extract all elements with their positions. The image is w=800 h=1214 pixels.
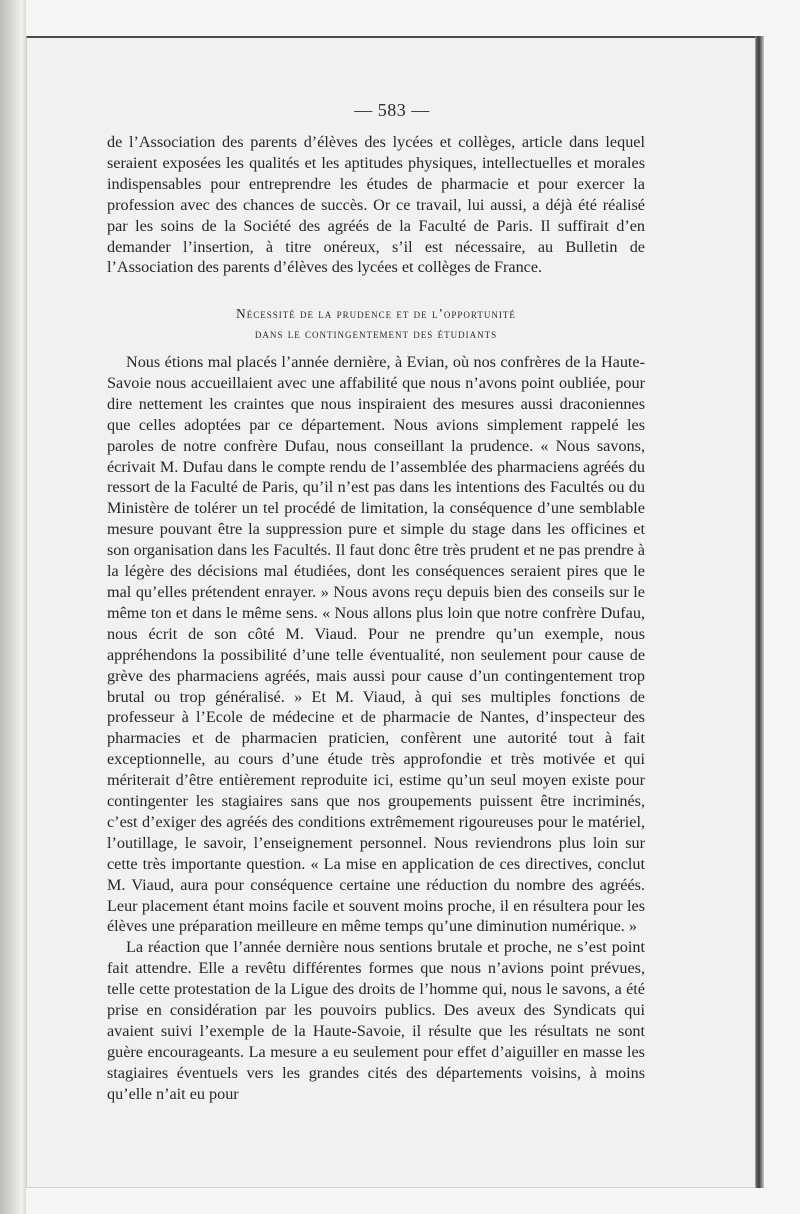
body-paragraph-1: Nous étions mal placés l’année dernière, à Evian, où nos confrères de la Haute-Savoie nous accueillaient avec une affabilité que nous n’avons point oubliée, pour dire nettement les craintes que nous inspiraient des mesures aussi draconiennes que celles adoptées par ce département. Nous avions simplement rappelé les paroles de notre confrère Dufau, nous conseillant la prudence. « Nous savons, écrivait M. Dufau dans le compte rendu de l’assemblée des pharmaciens agréés du ressort de la Faculté de Paris, qu’il n’est pas dans les intentions des Facultés ou du Ministère de tolérer un tel procédé de limitation, la conséquence d’une semblable mesure pouvant être la suppression pure et simple du stage dans les officines et son organisation dans les Facultés. Il faut donc être très prudent et ne pas prendre à la légère des décisions mal étudiées, dont les conséquences seraient pires que le mal qu’elles prétendent enrayer. » Nous avons reçu depuis bien des conseils sur le même ton et dans le même sens. « Nous allons plus loin que notre confrère Dufau, nous écrit de son côté M. Viaud. Pour ne prendre qu’un exemple, nous appréhendons la possibilité d’une telle éventualité, non seulement pour cause de grève des pharmaciens agréés, mais aussi pour cause d’un contingentement trop brutal ou trop généralisé. » Et M. Viaud, à qui ses multiples fonctions de professeur à l’Ecole de médecine et de pharmacie de Nantes, d’inspecteur des pharmacies et de pharmacien praticien, confèrent une autorité tout à fait exceptionnelle, au cours d’une étude très approfondie et très motivée et qui mériterait d’être entièrement reproduite ici, estime qu’un seul moyen existe pour contingenter les stagiaires sans que nos groupements puissent être incriminés, c’est d’exiger des agréés des conditions extrêmement rigoureuses pour le matériel, l’outillage, le savoir, l’enseignement personnel. Nous reviendrons plus loin sur cette très importante question. « La mise en application de ces directives, conclut M. Viaud, aura pour conséquence certaine une réduction du nombre des agréés. Leur placement étant moins facile et souvent moins proche, il en résultera pour les élèves une préparation meilleure en même temps qu’une diminution numérique. » [107,353,645,936]
document-page [26,36,756,1188]
intro-text-block [107,132,645,278]
intro-paragraph: de l’Association des parents d’élèves des lycées et collèges, article dans lequel seraient exposées les qualités et les aptitudes physiques, intellectuelles et morales indispensables pour entreprendre les études de pharmacie et pour exercer la profession avec des chances de succès. Or ce travail, lui aussi, a déjà été réalisé par les soins de la Société des agréés de la Faculté de Paris. Il suffirait d’en demander l’insertion, à titre onéreux, s’il est nécessaire, au Bulletin de l’Association des parents d’élèves des lycées et collèges de France. [107,133,645,277]
section-heading-line-1: Nécessité de la prudence et de l’opportunité [236,306,516,321]
section-heading-line-2: dans le contingentement des étudiants [254,326,498,341]
page-edge-shadow [756,36,764,1188]
facing-page-edge [0,0,26,1214]
body-paragraph-2: La réaction que l’année dernière nous sentions brutale et proche, ne s’est point fait attendre. Elle a revêtu différentes formes que nous n’avions point prévues, telle cette protestation de la Ligue des droits de l’homme qui, nous le savons, a été prise en considération par les pouvoirs publics. Des aveux des Syndicats qui avaient suivi l’exemple de la Haute-Savoie, il résulte que les résultats ne sont guère encourageants. La mesure a eu seulement pour effet d’aiguiller en masse les stagiaires éventuels vers les grandes cités des départements voisins, à moins qu’elle n’ait eu pour [107,938,645,1103]
body-text-block [107,352,645,1105]
page-number: — 583 — [354,100,430,120]
